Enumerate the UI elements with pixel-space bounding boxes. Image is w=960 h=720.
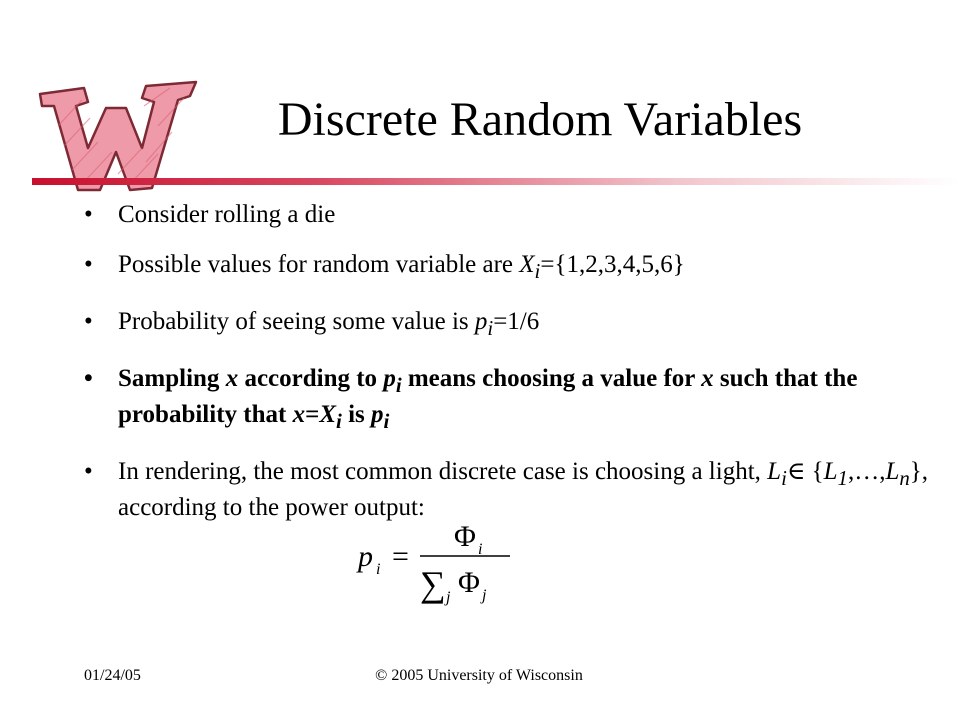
sub-i: i bbox=[534, 259, 541, 283]
var-p: p bbox=[474, 308, 488, 335]
sub-i: i bbox=[395, 373, 402, 397]
bullet-probability bbox=[84, 307, 934, 343]
var-x: X bbox=[519, 251, 535, 278]
var-p: p bbox=[383, 365, 396, 392]
var-L: L bbox=[885, 458, 900, 485]
var-X: X bbox=[319, 401, 337, 428]
slide-title: Discrete Random Variables bbox=[277, 93, 803, 146]
var-L: L bbox=[823, 458, 838, 485]
bullet-text: such that the probability that bbox=[118, 365, 858, 428]
bullet-text: Possible values for random variable are bbox=[118, 251, 520, 278]
var-x: x bbox=[225, 365, 239, 392]
probability-value: =1/6 bbox=[493, 308, 540, 335]
sub-i: i bbox=[487, 316, 494, 340]
formula-denominator-sub: j bbox=[482, 587, 487, 604]
bullet-text: Sampling bbox=[118, 365, 226, 392]
formula-sum: ∑ bbox=[420, 564, 446, 604]
bullet-sampling bbox=[84, 364, 934, 436]
bullet-text: Probability of seeing some value is bbox=[118, 308, 475, 335]
bullet-list bbox=[84, 200, 934, 543]
bullet-text: according to bbox=[238, 365, 384, 392]
sub-1: 1 bbox=[837, 466, 848, 490]
var-x: x bbox=[292, 401, 306, 428]
equals-sign: = bbox=[305, 401, 320, 428]
formula-p-sub: i bbox=[376, 561, 381, 578]
title-divider bbox=[32, 178, 960, 185]
formula-numerator-phi: Φ bbox=[454, 520, 476, 553]
footer-date: 01/24/05 bbox=[84, 667, 141, 684]
bullet-text: }, according to the power output: bbox=[118, 458, 929, 521]
var-x: x bbox=[701, 365, 714, 392]
bullet-consider-die bbox=[84, 200, 934, 229]
sub-n: n bbox=[899, 466, 910, 490]
bullet-possible-values bbox=[84, 250, 934, 286]
formula-p: p bbox=[358, 540, 373, 573]
bullet-text: means choosing a value for bbox=[401, 365, 702, 392]
formula-sum-sub: j bbox=[446, 589, 451, 606]
formula-numerator-sub: i bbox=[478, 541, 483, 558]
value-set: ={1,2,3,4,5,6} bbox=[540, 251, 685, 278]
sub-i: i bbox=[781, 466, 787, 490]
brace-open: { bbox=[805, 458, 824, 485]
element-of-symbol: ∈ bbox=[786, 458, 806, 485]
var-L: L bbox=[767, 458, 782, 485]
bullet-text: is bbox=[341, 401, 371, 428]
sub-i: i bbox=[383, 409, 390, 433]
formula-denominator-phi: Φ bbox=[458, 566, 480, 599]
var-p: p bbox=[371, 401, 384, 428]
formula-equals: = bbox=[392, 540, 409, 573]
sub-i: i bbox=[336, 409, 342, 433]
bullet-text: Consider rolling a die bbox=[118, 201, 336, 228]
power-probability-formula bbox=[350, 508, 520, 608]
ellipsis: ,…, bbox=[847, 458, 886, 485]
bullet-text: In rendering, the most common discrete case is choosing a light, bbox=[118, 458, 768, 485]
footer-copyright: © 2005 University of Wisconsin bbox=[375, 667, 583, 684]
